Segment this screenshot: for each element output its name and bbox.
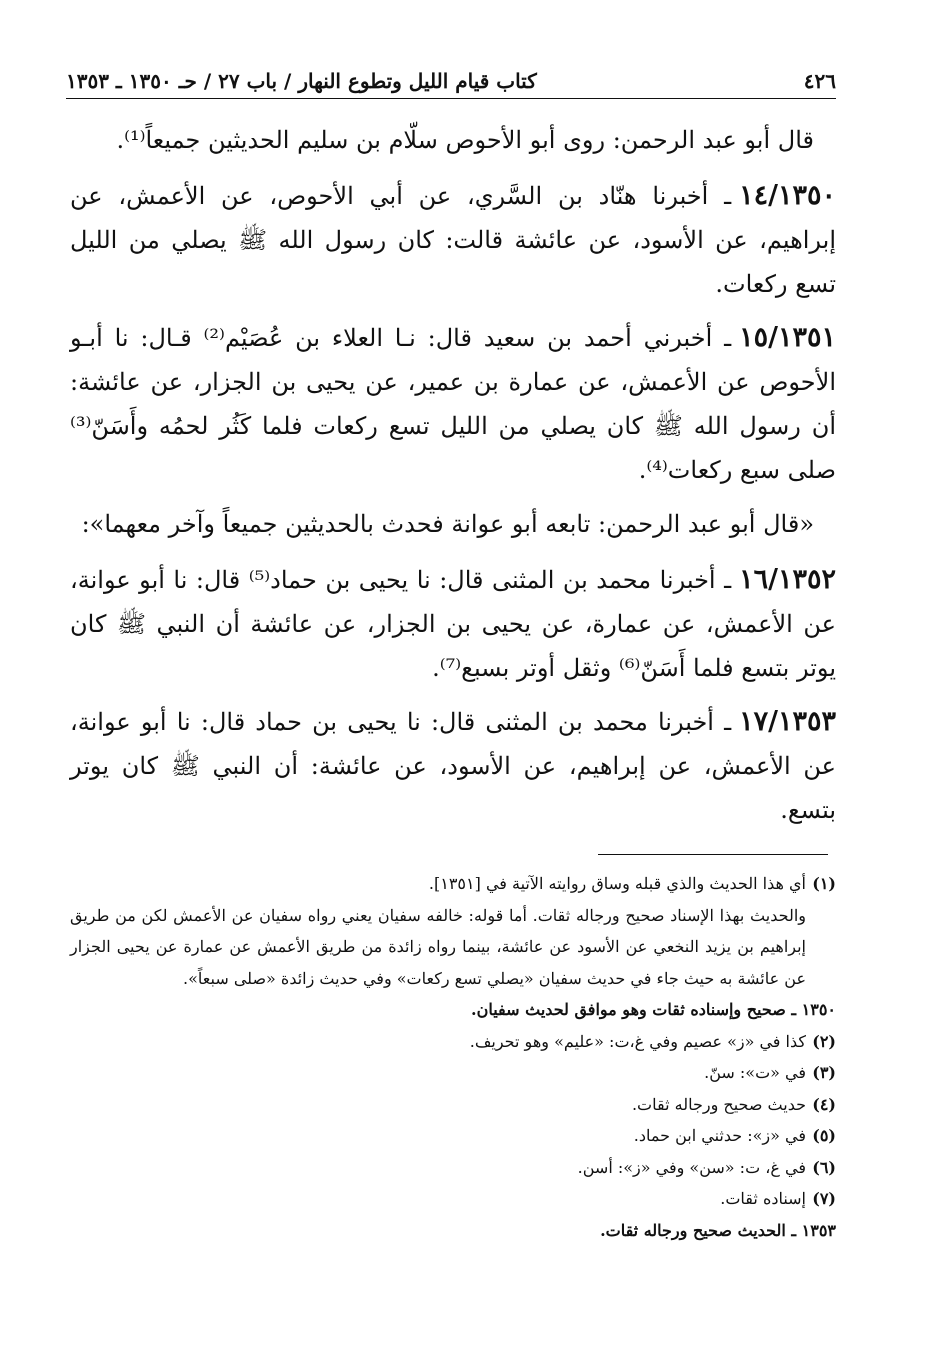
hadith-text: ـ أخبرنا هنّاد بن السَّري، عن أبي الأحوص، عن الأعمش، عن إبراهيم، عن الأسود، عن عائشة قالت: كان رسول الله ﷺ يصلي من الليل تسع ركعات. bbox=[70, 182, 836, 298]
hadith-number: ١٦/١٣٥٢ bbox=[739, 564, 837, 595]
hadith-1353 bbox=[70, 700, 836, 832]
footnote-marker: (٦) bbox=[812, 1157, 836, 1177]
hadith-1351 bbox=[70, 316, 836, 492]
hadith-1350 bbox=[70, 174, 836, 306]
footnote-divider bbox=[598, 854, 828, 855]
footnote-marker: (٥) bbox=[812, 1126, 836, 1145]
footnote-text: في غ، ت: «سن» وفي «ز»: أسن. bbox=[577, 1157, 806, 1177]
hadith-text: ـ أخبرني أحمد بن سعيد قال: نـا العلاء بن عُصَيْم⁽²⁾ قـال: نا أبـو الأحوص عن الأعمش، عن عمارة بن عمير، عن يحيى بن الجزار، عن عائشة: أن رسول الله ﷺ كان يصلي من الليل تسع ركعات فلما كَثُر لحمُه وأَسَنّ⁽³⁾ صلى سبع ركعات⁽⁴⁾. bbox=[70, 324, 836, 484]
hadith-text: ـ أخبرنا محمد بن المثنى قال: نا يحيى بن حماد قال: نا أبو عوانة، عن الأعمش، عن إبراهيم، عن الأسود، عن عائشة: أن النبي ﷺ كان يوتر بتسع. bbox=[70, 708, 836, 824]
running-title: كتاب قيام الليل وتطوع النهار / باب ٢٧ / حـ ١٣٥٠ ـ ١٣٥٣ bbox=[66, 69, 537, 93]
footnote-1353: ١٣٥٣ ـ الحديث صحيح ورجاله ثقات. bbox=[600, 1220, 836, 1240]
footnote-marker: (٤) bbox=[812, 1094, 836, 1114]
footnote-text: في «ز»: حدثني ابن حماد. bbox=[633, 1126, 806, 1145]
footnote-1350: ١٣٥٠ ـ صحيح وإسناده ثقات وهو موافق لحديث سفيان. bbox=[471, 1000, 836, 1019]
footnote-marker: (١) bbox=[812, 874, 836, 893]
footnote-2 bbox=[70, 1026, 836, 1058]
page-header bbox=[66, 66, 836, 99]
author-note-1: قال أبو عبد الرحمن: روى أبو الأحوص سلّام بن سليم الحديثين جميعاً⁽¹⁾. bbox=[116, 126, 814, 154]
footnote-3 bbox=[70, 1057, 836, 1089]
hadith-number: ١٧/١٣٥٣ bbox=[739, 706, 836, 737]
footnote-text: إسناده ثقات. bbox=[720, 1189, 806, 1208]
page-number: ٤٢٦ bbox=[803, 69, 836, 93]
footnote-marker: (٧) bbox=[812, 1189, 836, 1208]
footnote-marker: (٢) bbox=[812, 1031, 836, 1051]
author-note-2: «قال أبو عبد الرحمن: تابعه أبو عوانة فحدث بالحديثين جميعاً وآخر معهما»: bbox=[81, 510, 814, 538]
footnote-4 bbox=[70, 1089, 836, 1121]
footnote-7 bbox=[70, 1183, 836, 1215]
hadith-number: ١٤/١٣٥٠ bbox=[739, 180, 836, 211]
main-text bbox=[70, 118, 836, 842]
hadith-number: ١٥/١٣٥١ bbox=[739, 322, 836, 353]
footnote-marker: (٣) bbox=[812, 1063, 836, 1082]
footnote-text: في «ت»: سنّ. bbox=[704, 1063, 806, 1082]
hadith-1352 bbox=[70, 558, 836, 690]
footnote-text: حديث صحيح ورجاله ثقات. bbox=[631, 1094, 806, 1114]
footnote-5 bbox=[70, 1120, 836, 1152]
footnote-6 bbox=[70, 1152, 836, 1184]
footnotes bbox=[70, 868, 836, 1246]
footnote-text: أي هذا الحديث والذي قبله وساق روايته الآتية في [١٣٥١]. bbox=[428, 874, 806, 893]
hadith-text: ـ أخبرنا محمد بن المثنى قال: نا يحيى بن حماد⁽⁵⁾ قال: نا أبو عوانة، عن الأعمش، عن عمارة، عن يحيى بن الجزار، عن عائشة أن النبي ﷺ كان يوتر بتسع فلما أَسَنّ⁽⁶⁾ وثقل أوتر بسبع⁽⁷⁾. bbox=[70, 566, 836, 682]
footnote-text: كذا في «ز» عصيم وفي غ،ت: «عليم» وهو تحريف. bbox=[469, 1031, 806, 1051]
footnote-1-continuation: والحديث بهذا الإسناد صحيح ورجاله ثقات. أما قوله: خالفه سفيان يعني رواه سفيان عن الأعمش لكن من طريق إبراهيم بن يزيد النخعي عن الأسود عن عائشة، بينما رواه زائدة من طريق الأعمش عن عمارة عن يحيى الجزار عن عائشة به حيث جاء في حديث سفيان «يصلي تسع ركعات» وفي حديث زائدة «صلى سبعاً». bbox=[70, 905, 806, 988]
footnote-1 bbox=[70, 868, 836, 900]
